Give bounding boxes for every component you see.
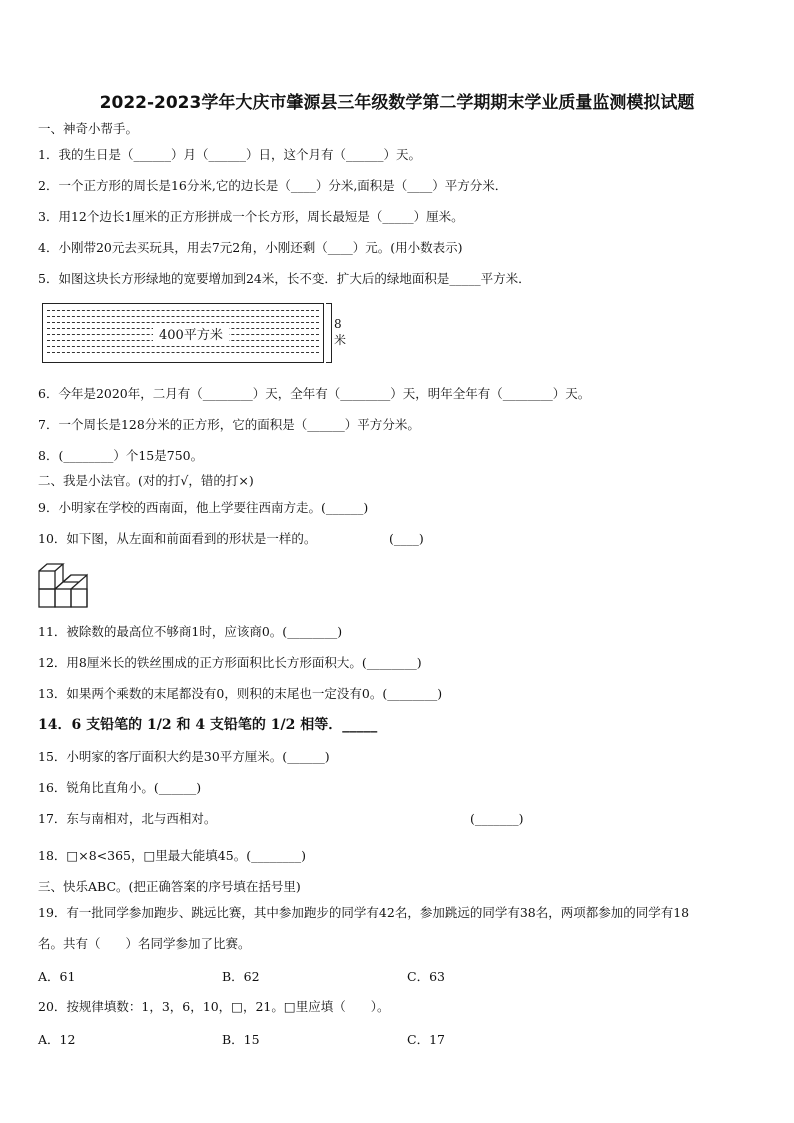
question-9: 9．小明家在学校的西南面，他上学要往西南方走。(______) <box>38 500 369 515</box>
question-6: 6．今年是2020年，二月有（________）天，全年有（________）天，明年全年有（________）天。 <box>38 386 591 401</box>
dash-line <box>47 322 319 323</box>
dash-line <box>47 346 319 347</box>
dash-line <box>47 352 319 353</box>
dash-line <box>47 316 319 317</box>
q20-option-b: B．15 <box>222 1032 260 1047</box>
width-label: 8米 <box>334 317 347 347</box>
question-19-line-1: 19．有一批同学参加跑步、跳远比赛，其中参加跑步的同学有42名，参加跳远的同学有38名，两项都参加的同学有18 <box>38 905 690 920</box>
page-title: 2022-2023学年大庆市肇源县三年级数学第二学期期末学业质量监测模拟试题 <box>99 93 695 113</box>
question-2: 2．一个正方形的周长是16分米,它的边长是（____）分米,面积是（____）平方分米． <box>38 178 508 193</box>
question-17-blank: (_______) <box>470 811 524 826</box>
section-heading-1: 一、神奇小帮手。 <box>38 121 139 136</box>
question-20: 20．按规律填数：1，3，6，10，□，21。□里应填（ ）。 <box>38 999 390 1014</box>
question-1: 1．我的生日是（______）月（______）日，这个月有（______）天。 <box>38 147 421 162</box>
question-7: 7．一个周长是128分米的正方形，它的面积是（______）平方分米。 <box>38 417 420 432</box>
rectangle-figure <box>42 303 324 363</box>
question-11: 11．被除数的最高位不够商1时，应该商0。(________) <box>38 624 343 639</box>
section-heading-3: 三、快乐ABC。(把正确答案的序号填在括号里) <box>38 879 301 894</box>
question-16: 16．锐角比直角小。(______) <box>38 780 202 795</box>
question-12: 12．用8厘米长的铁丝围成的正方形面积比长方形面积大。(________) <box>38 655 422 670</box>
question-13: 13．如果两个乘数的末尾都没有0，则积的末尾也一定没有0。(________) <box>38 686 443 701</box>
q19-option-b: B．62 <box>222 969 260 984</box>
q20-option-a: A．12 <box>38 1032 76 1047</box>
question-4: 4．小刚带20元去买玩具，用去7元2角，小刚还剩（____）元。(用小数表示) <box>38 240 463 255</box>
section-heading-2: 二、我是小法官。(对的打√，错的打×) <box>38 473 254 488</box>
question-18: 18．□×8<365，□里最大能填45。(________) <box>38 848 306 863</box>
cube-figure <box>38 561 90 611</box>
question-5: 5．如图这块长方形绿地的宽要增加到24米，长不变．扩大后的绿地面积是_____平方米． <box>38 271 531 286</box>
area-label: 400平方米 <box>153 324 229 343</box>
question-15: 15．小明家的客厅面积大约是30平方厘米。(______) <box>38 749 330 764</box>
question-10: 10．如下图，从左面和前面看到的形状是一样的。 <box>38 531 317 546</box>
question-14: 14．6 支铅笔的 1/2 和 4 支铅笔的 1/2 相等．_____ <box>38 717 378 733</box>
question-19-line-2: 名。共有（ ）名同学参加了比赛。 <box>38 936 251 951</box>
q19-option-c: C．63 <box>407 969 445 984</box>
question-3: 3．用12个边长1厘米的正方形拼成一个长方形，周长最短是（_____）厘米。 <box>38 209 464 224</box>
width-bracket <box>326 303 332 363</box>
q20-option-c: C．17 <box>407 1032 445 1047</box>
question-8: 8．(________）个15是750。 <box>38 448 204 463</box>
question-10-blank: (____) <box>389 531 424 546</box>
dash-line <box>47 310 319 311</box>
question-17: 17．东与南相对，北与西相对。 <box>38 811 217 826</box>
q19-option-a: A．61 <box>38 969 76 984</box>
